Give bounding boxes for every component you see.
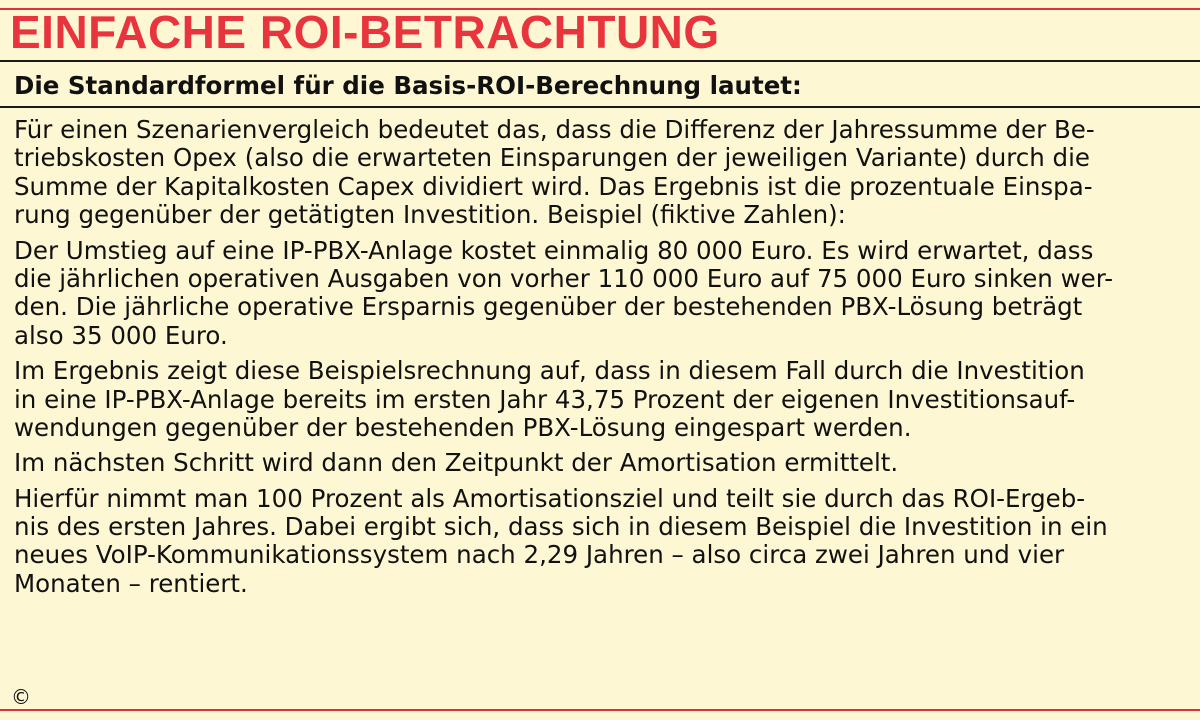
body-paragraph	[14, 449, 1200, 477]
body-paragraph	[14, 357, 1200, 442]
subtitle-divider	[0, 106, 1200, 108]
text-line: triebskosten Opex (also die erwarteten Einsparungen der jeweiligen Variante) durch die	[14, 143, 1090, 173]
body-text	[14, 116, 1200, 605]
bottom-rule	[0, 709, 1200, 711]
box-subtitle: Die Standardformel für die Basis-ROI-Berechnung lautet:	[14, 71, 802, 100]
text-line: Monaten – rentiert.	[14, 568, 248, 598]
body-paragraph	[14, 485, 1200, 599]
text-line: also 35 000 Euro.	[14, 320, 228, 350]
text-line: rung gegenüber der getätigten Investition. Beispiel (fiktive Zahlen):	[14, 200, 846, 230]
text-line: den. Die jährliche operative Ersparnis gegenüber der bestehenden PBX-Lösung beträgt	[14, 292, 1083, 322]
text-line: neues VoIP-Kommunikationssystem nach 2,29 Jahren – also circa zwei Jahren und vier	[14, 540, 1065, 570]
text-line: in eine IP-PBX-Anlage bereits im ersten Jahr 43,75 Prozent der eigenen Investitionsauf-	[14, 384, 1076, 414]
copyright-icon: ©	[11, 685, 31, 709]
text-line: Der Umstieg auf eine IP-PBX-Anlage kostet einmalig 80 000 Euro. Es wird erwartet, dass	[14, 235, 1094, 265]
text-line: die jährlichen operativen Ausgaben von vorher 110 000 Euro auf 75 000 Euro sinken wer-	[14, 263, 1114, 293]
text-line: Im nächsten Schritt wird dann den Zeitpunkt der Amortisation ermittelt.	[14, 448, 899, 478]
text-line: Im Ergebnis zeigt diese Beispielsrechnung auf, dass in diesem Fall durch die Investition	[14, 356, 1085, 386]
box-title: EINFACHE ROI-BETRACHTUNG	[10, 6, 720, 58]
text-line: nis des ersten Jahres. Dabei ergibt sich, dass sich in diesem Beispiel die Investition in ein	[14, 512, 1108, 542]
body-paragraph	[14, 237, 1200, 351]
text-line: wendungen gegenüber der bestehenden PBX-Lösung eingespart werden.	[14, 412, 912, 442]
text-line: Hierfür nimmt man 100 Prozent als Amortisationsziel und teilt sie durch das ROI-Ergeb-	[14, 483, 1086, 513]
text-line: Für einen Szenarienvergleich bedeutet das, dass die Differenz der Jahressumme der Be-	[14, 115, 1095, 144]
body-paragraph	[14, 116, 1200, 230]
title-divider	[0, 60, 1200, 62]
text-line: Summe der Kapitalkosten Capex dividiert wird. Das Ergebnis ist die prozentuale Einspa-	[14, 171, 1093, 201]
